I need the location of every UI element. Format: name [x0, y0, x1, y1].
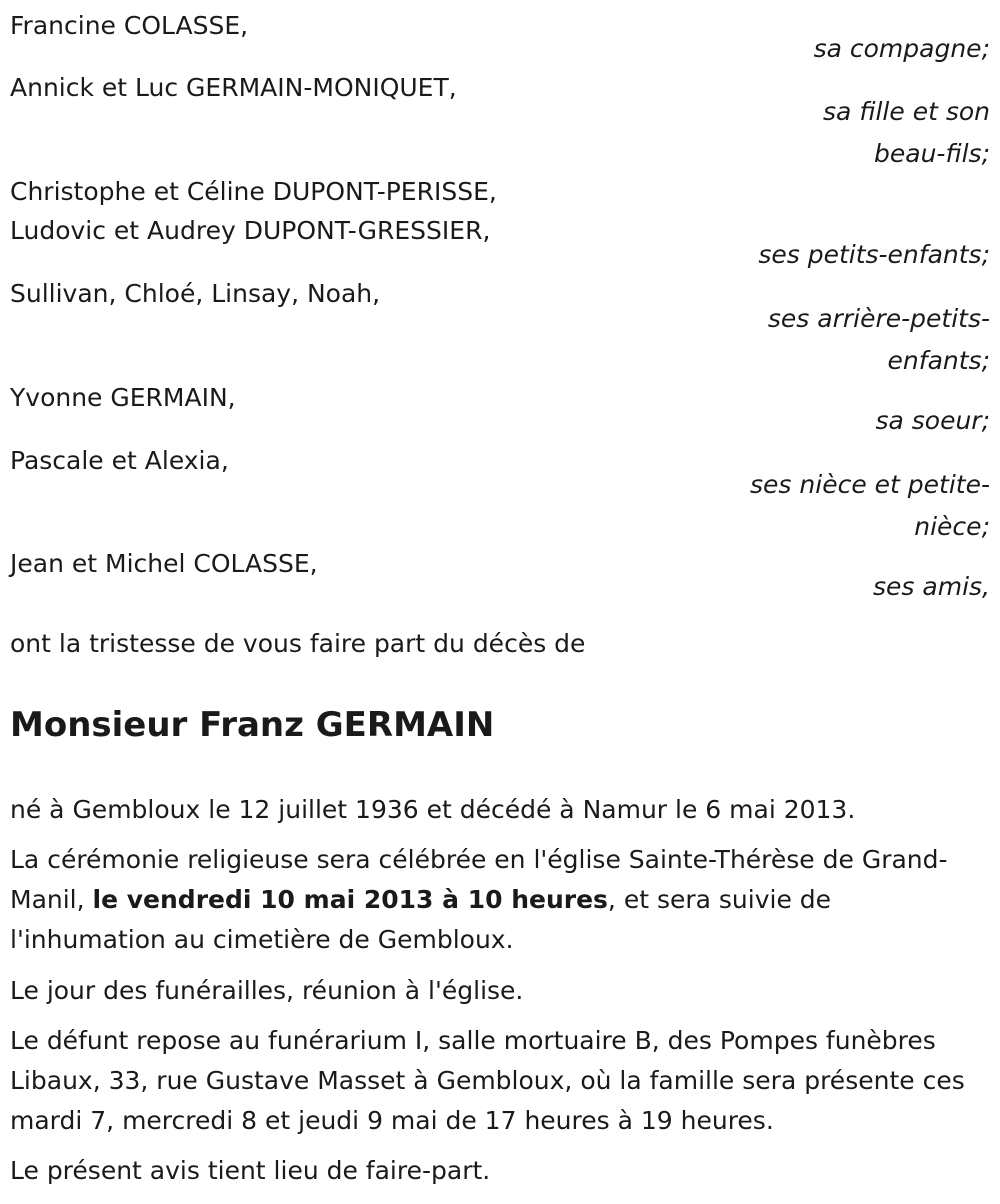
ceremony-paragraph: [10, 840, 990, 960]
family-role-companion: sa compagne;: [813, 34, 990, 63]
repose-text: Le défunt repose au funérarium I, salle mortuaire B, des Pompes funèbres Libaux, 33, rue Gustave Masset à Gembloux, où la famille sera présente ces mardi 7, mercredi 8 et jeudi 9 mai de 17 heures à 19 heures.: [10, 1026, 965, 1135]
family-role-nieces: ses nièce et petite-nièce;: [750, 470, 990, 541]
ceremony-text-start: La cérémonie religieuse sera célébrée en l'église Sainte-Thérèse de Grand-Manil,: [10, 845, 948, 914]
family-name-sister: Yvonne GERMAIN,: [10, 383, 236, 412]
family-name-daughter: Annick et Luc GERMAIN-MONIQUET,: [10, 73, 457, 102]
family-role-sister: sa soeur;: [875, 406, 990, 435]
meeting-text: Le jour des funérailles, réunion à l'église.: [10, 976, 524, 1005]
deceased-name: Monsieur Franz GERMAIN: [10, 705, 495, 745]
ceremony-date: le vendredi 10 mai 2013 à 10 heures: [92, 885, 608, 914]
family-name-grandchildren-2: Ludovic et Audrey DUPONT-GRESSIER,: [10, 216, 491, 245]
family-role-daughter: sa fille et son beau-fils;: [823, 97, 990, 168]
family-role-grandchildren: ses petits-enfants;: [758, 240, 990, 269]
family-name-grandchildren-1: Christophe et Céline DUPONT-PERISSE,: [10, 177, 497, 206]
family-name-companion: Francine COLASSE,: [10, 11, 249, 40]
family-name-great-grandchildren: Sullivan, Chloé, Linsay, Noah,: [10, 279, 381, 308]
family-role-friends: ses amis,: [873, 572, 990, 601]
birth-death-text: né à Gembloux le 12 juillet 1936 et décédé à Namur le 6 mai 2013.: [10, 795, 856, 824]
ceremony-text-end: , et sera suivie de l'inhumation au cimetière de Gembloux.: [10, 885, 832, 954]
intro-text: ont la tristesse de vous faire part du décès de: [10, 629, 586, 658]
family-name-friends: Jean et Michel COLASSE,: [10, 549, 318, 578]
family-name-nieces: Pascale et Alexia,: [10, 446, 229, 475]
notice-text: Le présent avis tient lieu de faire-part.: [10, 1156, 491, 1185]
family-role-great-grandchildren: ses arrière-petits-enfants;: [767, 304, 990, 375]
